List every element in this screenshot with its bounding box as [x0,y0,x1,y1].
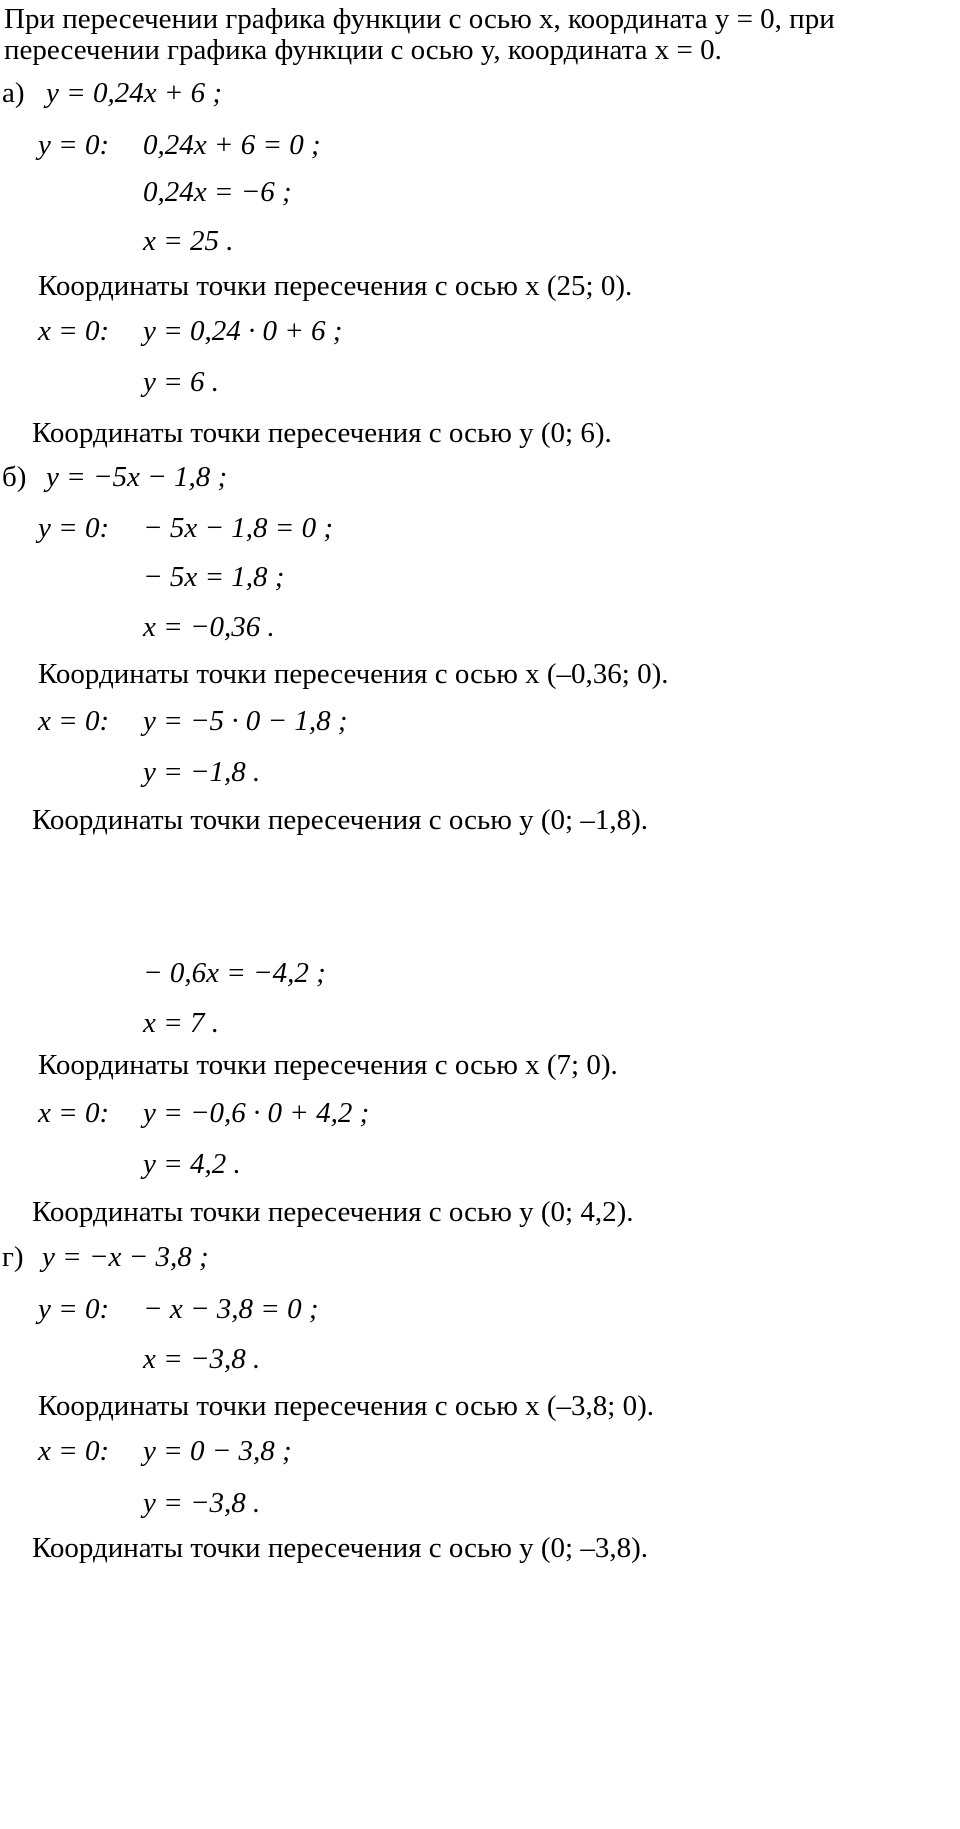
part-g-equation: y = −x − 3,8 ; [42,1241,209,1273]
part-g-y-intercept: Координаты точки пересечения с осью y (0; –3,8). [32,1532,648,1564]
part-v-x0-label: x = 0: [38,1097,110,1129]
part-g-y0-step: x = −3,8 . [143,1343,261,1375]
part-g-y0-label: y = 0: [38,1293,110,1325]
part-a-y0-step: x = 25 . [143,225,234,257]
part-b-x0-step: y = −5 · 0 − 1,8 ; [143,705,348,737]
part-b-y0-step: − 5x − 1,8 = 0 ; [143,512,333,544]
part-g-x0-step: y = 0 − 3,8 ; [143,1435,292,1467]
part-g-x-intercept: Координаты точки пересечения с осью x (–3,8; 0). [38,1390,654,1422]
intro-line-1: При пересечении графика функции с осью x, координата y = 0, при [4,3,835,35]
part-a-x0-step: y = 6 . [143,366,219,398]
part-a-y0-step: 0,24x + 6 = 0 ; [143,129,321,161]
part-g-x0-label: x = 0: [38,1435,110,1467]
part-a-y-intercept: Координаты точки пересечения с осью y (0; 6). [32,417,612,449]
part-b-equation: y = −5x − 1,8 ; [46,461,228,493]
part-a-label: а) [2,77,25,109]
part-v-x0-step: y = 4,2 . [143,1148,241,1180]
part-v-y0-step: x = 7 . [143,1007,219,1039]
part-b-label: б) [2,461,27,493]
part-g-label: г) [2,1241,24,1273]
part-v-x0-step: y = −0,6 · 0 + 4,2 ; [143,1097,370,1129]
part-b-y0-label: y = 0: [38,512,110,544]
part-a-x0-label: x = 0: [38,315,110,347]
part-b-x0-label: x = 0: [38,705,110,737]
part-a-x0-step: y = 0,24 · 0 + 6 ; [143,315,343,347]
part-a-equation: y = 0,24x + 6 ; [46,77,223,109]
intro-line-2: пересечении графика функции с осью y, координата x = 0. [4,34,722,66]
part-b-x0-step: y = −1,8 . [143,756,261,788]
part-b-x-intercept: Координаты точки пересечения с осью x (–0,36; 0). [38,658,669,690]
part-v-y-intercept: Координаты точки пересечения с осью y (0; 4,2). [32,1196,634,1228]
part-v-y0-step: − 0,6x = −4,2 ; [143,957,326,989]
part-g-x0-step: y = −3,8 . [143,1487,261,1519]
part-b-y0-step: x = −0,36 . [143,611,275,643]
part-b-y-intercept: Координаты точки пересечения с осью y (0; –1,8). [32,804,648,836]
part-a-y0-step: 0,24x = −6 ; [143,176,292,208]
part-v-x-intercept: Координаты точки пересечения с осью x (7; 0). [38,1049,618,1081]
part-a-x-intercept: Координаты точки пересечения с осью x (25; 0). [38,270,633,302]
part-b-y0-step: − 5x = 1,8 ; [143,561,285,593]
part-a-y0-label: y = 0: [38,129,110,161]
part-g-y0-step: − x − 3,8 = 0 ; [143,1293,319,1325]
